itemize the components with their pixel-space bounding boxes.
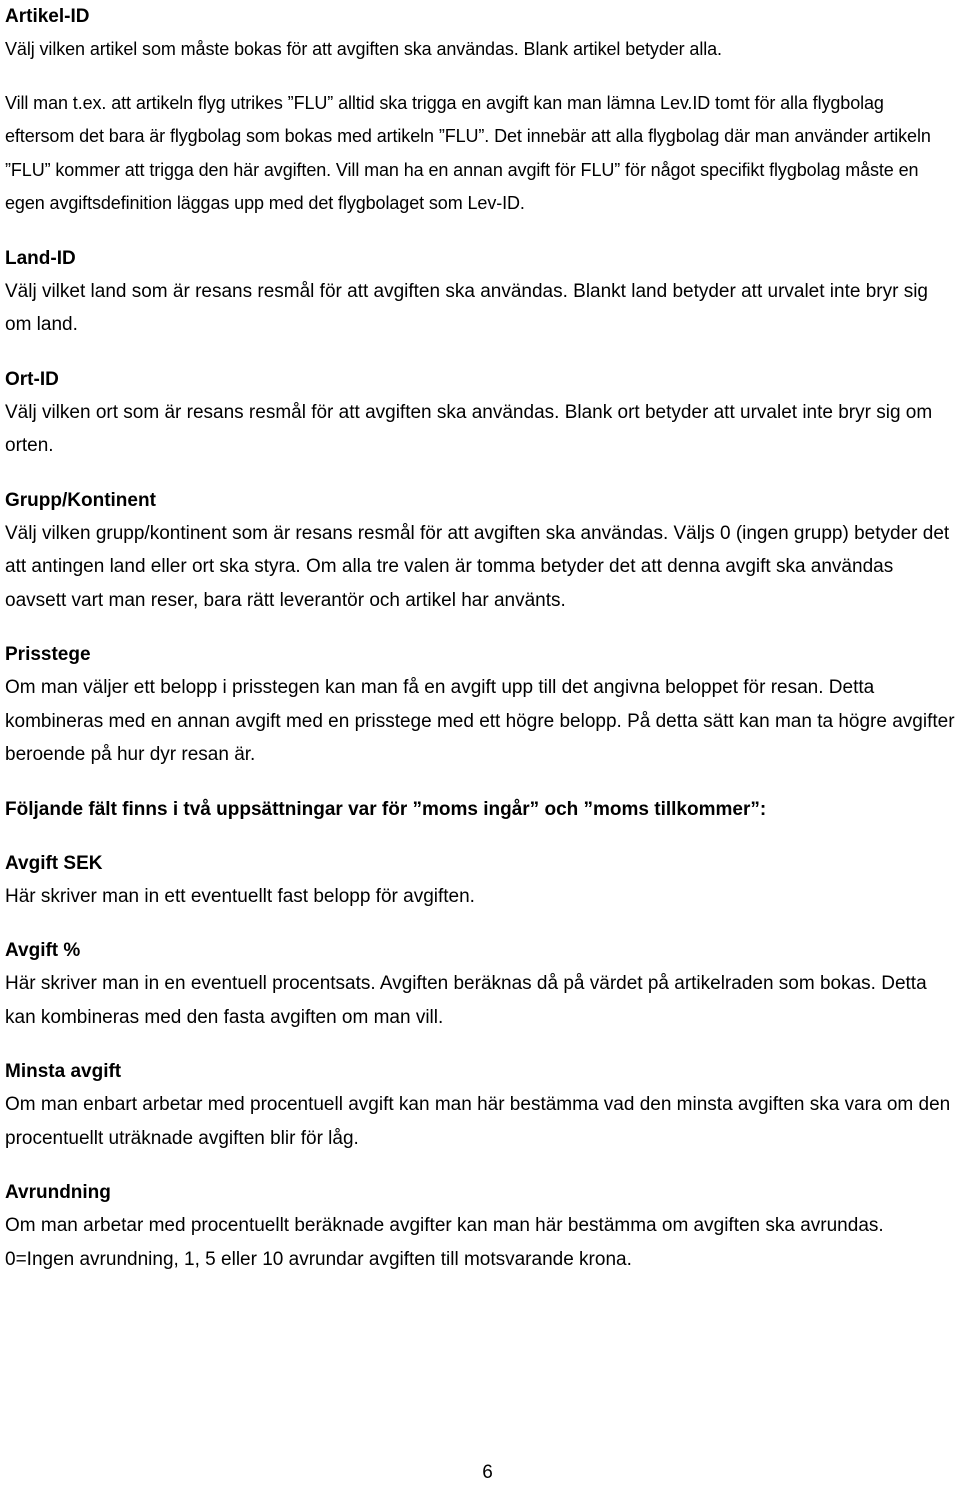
section-heading: Avgift SEK bbox=[5, 852, 103, 874]
section-text: Här skriver man in en eventuell procentsats. Avgiften beräknas då på värdet på artikelraden som bokas. Detta kan kombineras med den fasta avgiften om man vill. bbox=[5, 973, 927, 1028]
section-text: Välj vilken ort som är resans resmål för att avgiften ska användas. Blank ort betyder att urvalet inte bryr sig om orten. bbox=[5, 401, 933, 456]
section-text: Vill man t.ex. att artikeln flyg utrikes ”FLU” alltid ska trigga en avgift kan man lämna Lev.ID tomt för alla flygbolag eftersom det bara är flygbolag som bokas med artikeln ”FLU”. Det innebär att alla flygbolag där man använder artikeln ”FLU” kommer att trigga den här avgiften. Vill man ha en annan avgift för FLU” för något specifikt flygbolag måste en egen avgiftsdefinition läggas upp med det flygbolaget som Lev-ID. bbox=[5, 92, 931, 213]
section-avgift-sek bbox=[5, 847, 955, 914]
section-heading: Avrundning bbox=[5, 1182, 111, 1203]
section-prisstege bbox=[5, 638, 955, 772]
page-number: 6 bbox=[482, 1462, 493, 1483]
section-text: Om man väljer ett belopp i prisstegen kan man få en avgift upp till det angivna beloppet för resan. Detta kombineras med en annan avgift med en prisstege med ett högre belopp. På detta sätt kan man ta högre avgifter beroende på hur dyr resan är. bbox=[5, 677, 955, 765]
section-grupp-kontinent bbox=[5, 484, 955, 618]
section-land-id bbox=[5, 242, 955, 342]
section-heading: Land-ID bbox=[5, 247, 76, 269]
section-heading: Följande fält finns i två uppsättningar var för ”moms ingår” och ”moms tillkommer”: bbox=[5, 798, 767, 820]
section-text: Om man arbetar med procentuellt beräknade avgifter kan man här bestämma om avgiften ska avrundas. 0=Ingen avrundning, 1, 5 eller 10 avrundar avgiften till motsvarande krona. bbox=[5, 1215, 884, 1270]
section-heading: Avgift % bbox=[5, 940, 81, 961]
document-page bbox=[5, 0, 955, 1276]
section-ort-id bbox=[5, 363, 955, 463]
section-minsta-avgift bbox=[5, 1055, 955, 1155]
section-heading: Grupp/Kontinent bbox=[5, 489, 156, 511]
section-avgift-procent bbox=[5, 934, 955, 1034]
section-heading: Prisstege bbox=[5, 644, 91, 665]
section-text: Välj vilken grupp/kontinent som är resans resmål för att avgiften ska användas. Väljs 0 (ingen grupp) betyder det att antingen land eller ort ska styra. Om alla tre valen är tomma betyder det att denna avgift ska användas oavsett vart man reser, bara rätt leverantör och artikel har använts. bbox=[5, 522, 950, 611]
section-text: Här skriver man in ett eventuellt fast belopp för avgiften. bbox=[5, 885, 475, 907]
section-avrundning bbox=[5, 1176, 955, 1276]
section-artikel-id bbox=[5, 0, 955, 221]
section-heading: Minsta avgift bbox=[5, 1061, 122, 1082]
section-heading: Ort-ID bbox=[5, 368, 59, 390]
section-foljande-falt bbox=[5, 793, 955, 826]
section-text: Välj vilken artikel som måste bokas för att avgiften ska användas. Blank artikel betyder alla. bbox=[5, 39, 722, 59]
section-text: Om man enbart arbetar med procentuell avgift kan man här bestämma vad den minsta avgiften ska vara om den procentuellt uträknade avgiften blir för låg. bbox=[5, 1094, 951, 1149]
section-text: Välj vilket land som är resans resmål för att avgiften ska användas. Blankt land betyder att urvalet inte bryr sig om land. bbox=[5, 280, 929, 335]
section-heading: Artikel-ID bbox=[5, 6, 90, 27]
